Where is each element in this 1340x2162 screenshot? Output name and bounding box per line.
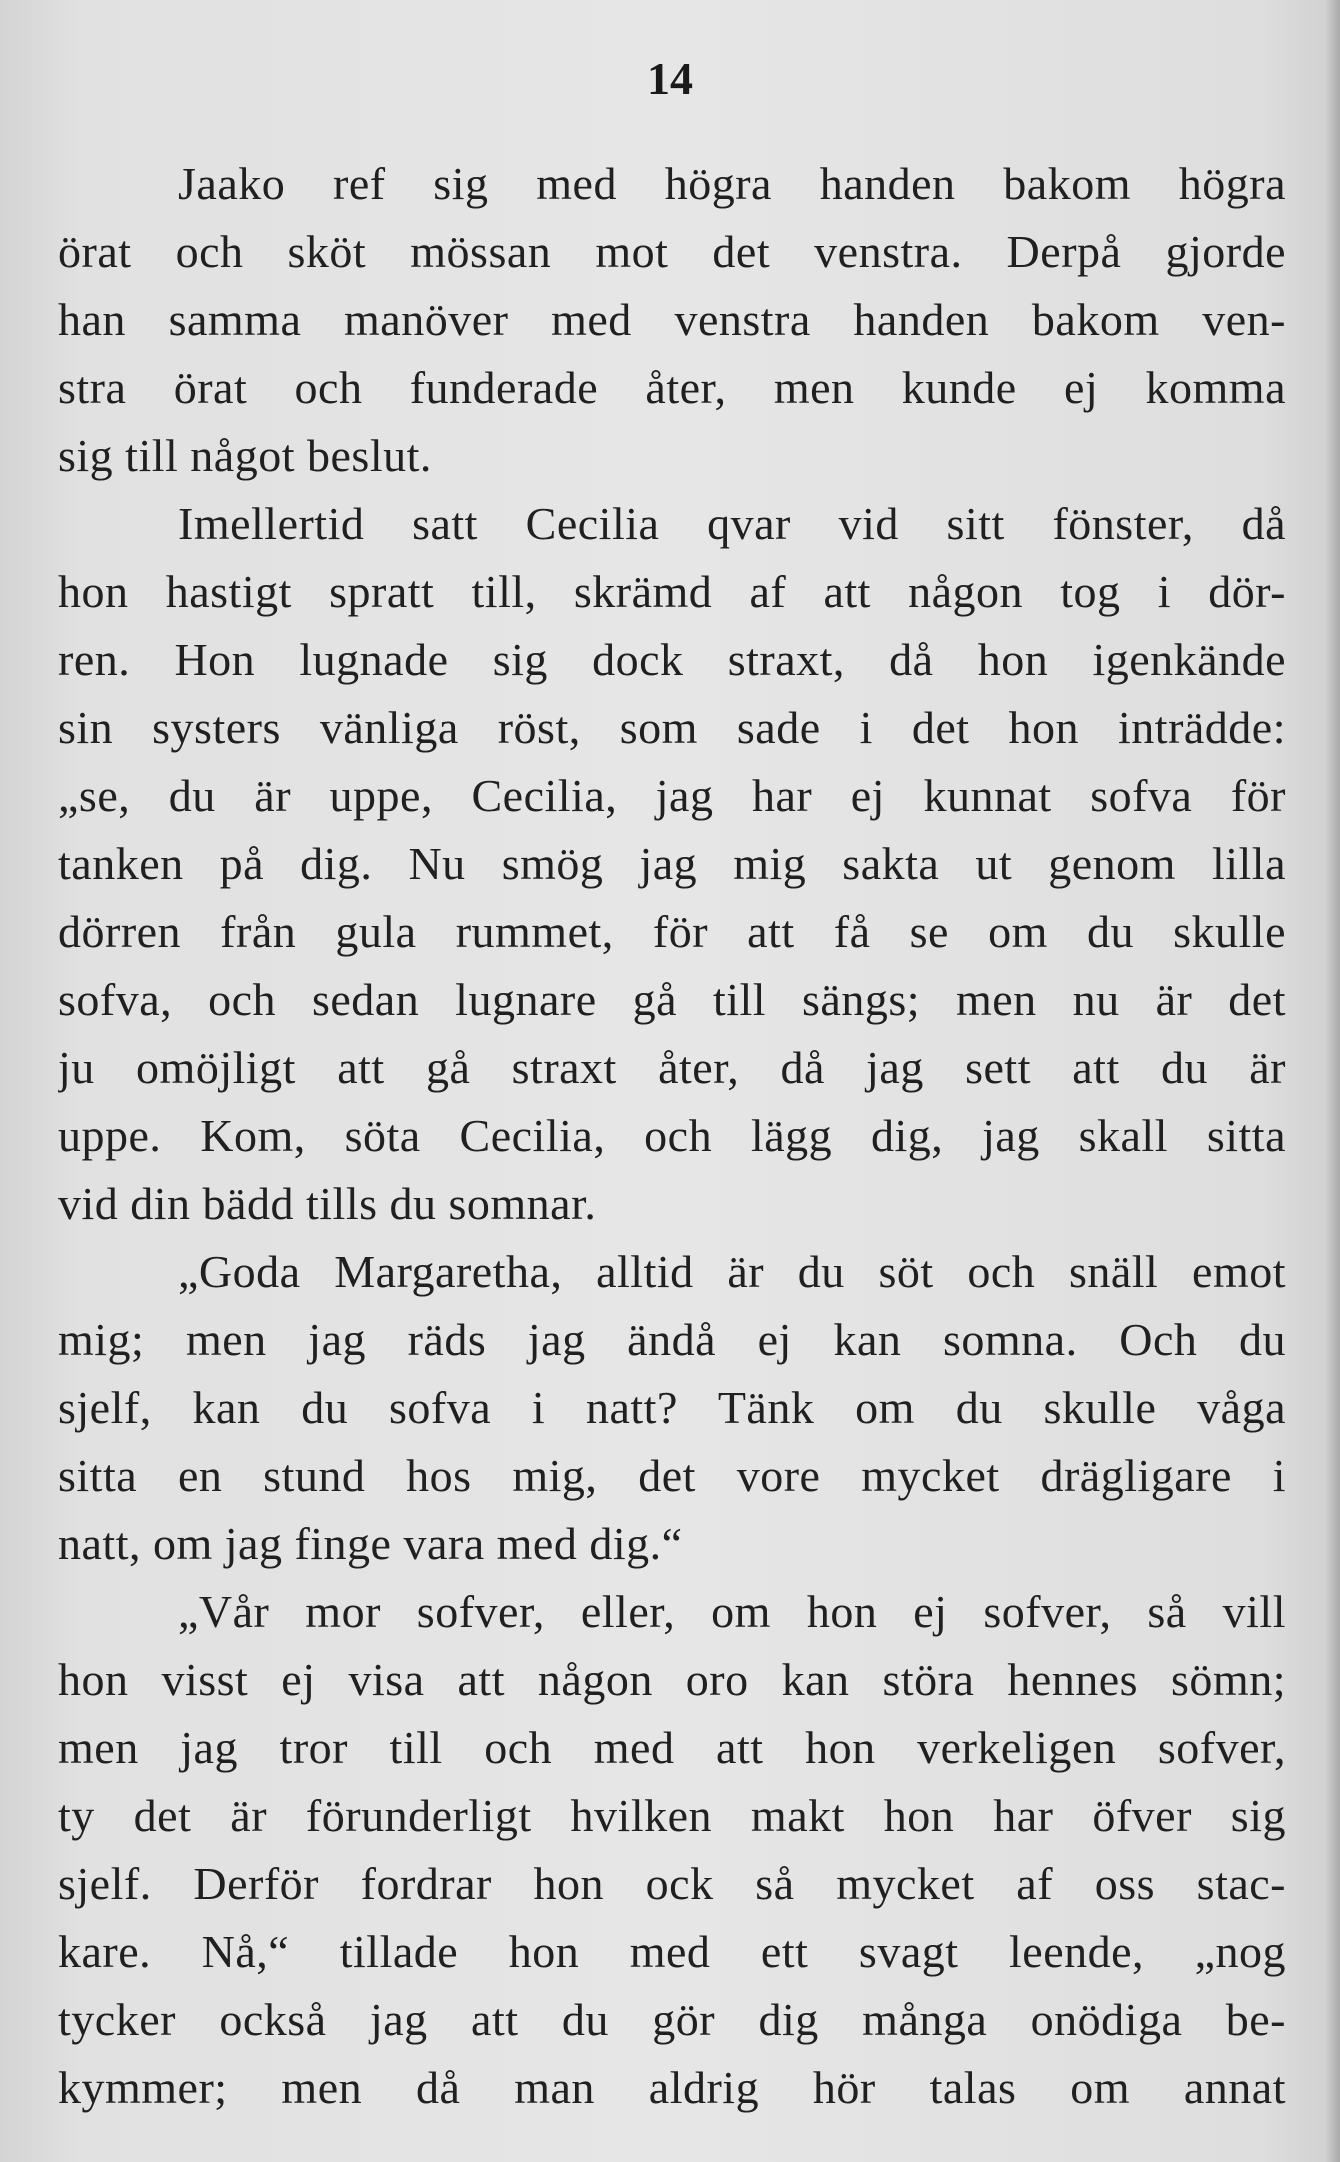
text-line: sig till något beslut. [58, 430, 432, 481]
text-line: sjelf, kan du sofva i natt? Tänk om du skulle våga [58, 1382, 1286, 1433]
text-line: vid din bädd tills du somnar. [58, 1178, 597, 1229]
text-line: mig; men jag räds jag ändå ej kan somna. Och du [58, 1314, 1286, 1365]
text-line: tanken på dig. Nu smög jag mig sakta ut genom lilla [58, 838, 1286, 889]
text-line: hon visst ej visa att någon oro kan störa hennes sömn; [58, 1654, 1286, 1705]
text-line: ty det är förunderligt hvilken makt hon har öfver sig [58, 1790, 1286, 1841]
body-text [58, 150, 1286, 2122]
text-line: Imellertid satt Cecilia qvar vid sitt fönster, då [178, 498, 1286, 549]
text-line: han samma manöver med venstra handen bakom ven- [58, 294, 1286, 345]
page-edge-shadow [1326, 0, 1340, 2162]
text-line: sitta en stund hos mig, det vore mycket drägligare i [58, 1450, 1286, 1501]
text-line: „Vår mor sofver, eller, om hon ej sofver, så vill [178, 1586, 1286, 1637]
text-line: natt, om jag finge vara med dig.“ [58, 1518, 683, 1569]
text-line: sofva, och sedan lugnare gå till sängs; men nu är det [58, 974, 1286, 1025]
text-line: tycker också jag att du gör dig många onödiga be- [58, 1994, 1286, 2045]
text-line: hon hastigt spratt till, skrämd af att någon tog i dör- [58, 566, 1286, 617]
text-line: uppe. Kom, söta Cecilia, och lägg dig, jag skall sitta [58, 1110, 1286, 1161]
text-line: „Goda Margaretha, alltid är du söt och snäll emot [178, 1246, 1286, 1297]
text-line: kymmer; men då man aldrig hör talas om annat [58, 2062, 1286, 2113]
text-line: ju omöjligt att gå straxt åter, då jag sett att du är [58, 1042, 1286, 1093]
text-line: men jag tror till och med att hon verkeligen sofver, [58, 1722, 1286, 1773]
text-line: „se, du är uppe, Cecilia, jag har ej kunnat sofva för [58, 770, 1286, 821]
text-line: sjelf. Derför fordrar hon ock så mycket af oss stac- [58, 1858, 1286, 1909]
text-line: Jaako ref sig med högra handen bakom högra [178, 158, 1286, 209]
text-line: sin systers vänliga röst, som sade i det hon inträdde: [58, 702, 1286, 753]
text-line: stra örat och funderade åter, men kunde ej komma [58, 362, 1286, 413]
text-line: dörren från gula rummet, för att få se om du skulle [58, 906, 1286, 957]
text-line: kare. Nå,“ tillade hon med ett svagt leende, „nog [58, 1926, 1286, 1977]
text-line: ren. Hon lugnade sig dock straxt, då hon igenkände [58, 634, 1286, 685]
page-number: 14 [647, 53, 693, 104]
text-line: örat och sköt mössan mot det venstra. Derpå gjorde [58, 226, 1286, 277]
